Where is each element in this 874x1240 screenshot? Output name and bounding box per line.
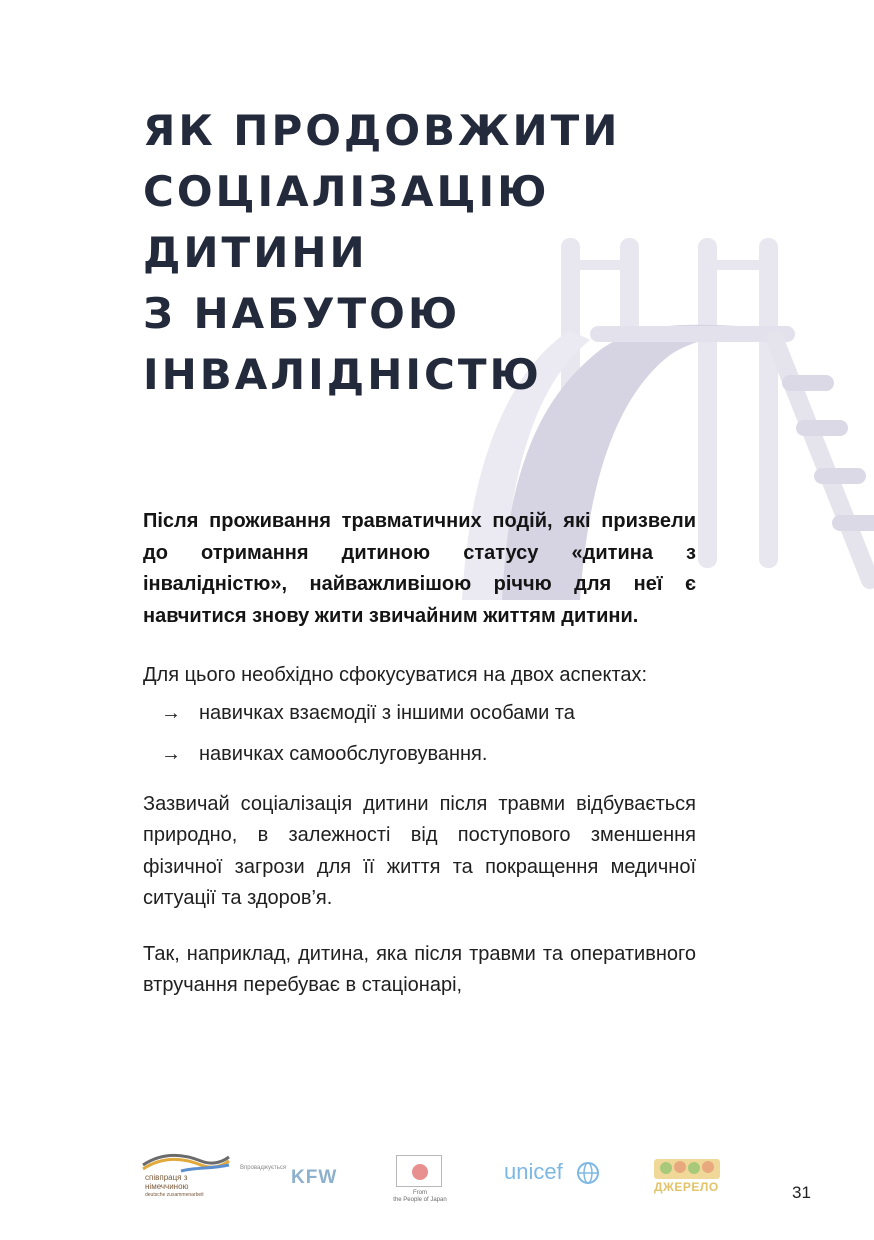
unicef-globe-icon bbox=[576, 1161, 600, 1185]
title-line: ДИТИНИ bbox=[143, 228, 368, 277]
paragraph-socialization: Зазвичай соціалізація дитини після травми відбувається природно, в залежності від поступового зменшення фізичної загрози для її життя та покращення медичної ситуації та здоров’я. bbox=[143, 792, 696, 909]
lead-paragraph: Після проживання травматичних подій, які призвели до отримання дитиною статусу «дитина з інвалідністю», найважливішою річчю для неї є навчитися знову жити звичайним життям дитини. bbox=[143, 510, 696, 627]
japan-logo-text: From the People of Japan bbox=[393, 1190, 447, 1203]
title-line: ЯК ПРОДОВЖИТИ bbox=[143, 106, 621, 155]
arrow-icon: → bbox=[161, 701, 181, 724]
title-line: ІНВАЛІДНІСТЮ bbox=[143, 350, 542, 399]
japan-logo bbox=[390, 1153, 450, 1209]
list-item-text: навичках самообслуговування. bbox=[199, 743, 488, 765]
title-line: СОЦІАЛІЗАЦІЮ bbox=[143, 167, 550, 216]
footer-logos bbox=[0, 1145, 874, 1215]
title-line: З НАБУТОЮ bbox=[143, 289, 461, 338]
list-item-text: навичках взаємодії з іншими особами та bbox=[199, 701, 575, 724]
trees-icon bbox=[654, 1157, 720, 1179]
kfw-logo: KFW bbox=[291, 1167, 338, 1188]
implemented-by-label: Впроваджується bbox=[240, 1165, 287, 1171]
intro-paragraph: Для цього необхідно сфокусуватися на двох аспектах: bbox=[143, 664, 648, 686]
arrow-icon: → bbox=[161, 743, 181, 765]
list-item bbox=[143, 739, 696, 771]
flag-wave-icon bbox=[141, 1151, 231, 1173]
cooperation-germany-logo bbox=[141, 1151, 231, 1203]
dzherelo-logo bbox=[652, 1157, 722, 1201]
page-number: 31 bbox=[792, 1183, 811, 1202]
page-title bbox=[143, 100, 620, 405]
bullet-list bbox=[143, 698, 696, 771]
body-text bbox=[143, 506, 696, 1026]
japan-flag-icon bbox=[396, 1155, 442, 1187]
paragraph-example: Так, наприклад, дитина, яка після травми та оперативного втручання перебуває в стаціонарі, bbox=[143, 942, 696, 996]
unicef-logo: unicef bbox=[504, 1159, 563, 1184]
cooperation-logo-text: співпраця з німеччиною deutsche zusammenarbeit bbox=[145, 1173, 204, 1198]
dzherelo-logo-text: ДЖЕРЕЛО bbox=[654, 1180, 719, 1194]
list-item bbox=[143, 698, 696, 730]
